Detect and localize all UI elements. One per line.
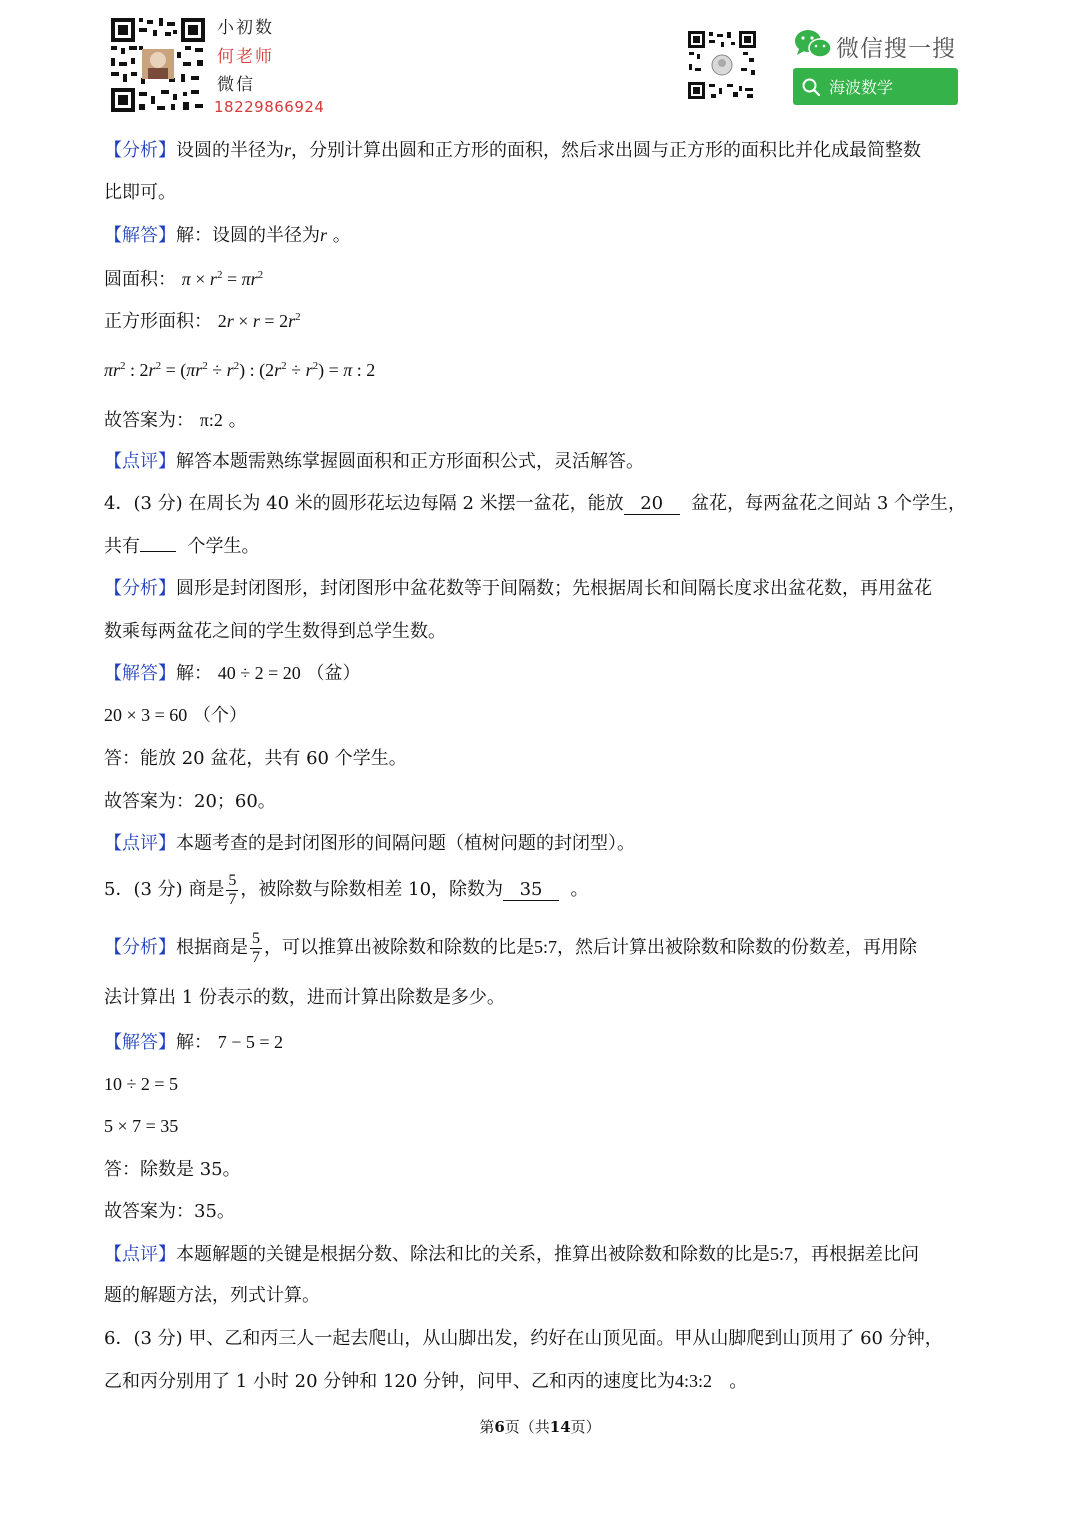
q5-reply: 答：除数是 35。 [104,1159,241,1180]
q4-answer-line: 【解答】解： 40 ÷ 2 = 20 （盆） [104,663,361,684]
q5-final: 故答案为：35。 [104,1201,235,1222]
q6-stem-line1: 6．(3 分) 甲、乙和丙三人一起去爬山，从山脚出发，约好在山顶见面。甲从山脚爬到山顶用了 60 分钟， [104,1328,943,1349]
page-footer: 第6页（共14页） [479,1418,601,1436]
q5-eq3: 5 × 7 = 35 [104,1116,179,1136]
handwritten-subject: 小初数 [217,18,274,38]
answer-tag: 【解答】 [104,225,176,246]
q4-reply: 答：能放 20 盆花，共有 60 个学生。 [104,748,407,769]
q5-comment-line2: 题的解题方法，列式计算。 [104,1285,320,1306]
q4-stem-line1: 4．(3 分) 在周长为 40 米的圆形花坛边每隔 2 米摆一盆花，能放 20 盆花，每两盆花之间站 3 个学生， [104,493,966,514]
q3-ratio-equation: $\pi r^2$ : $2r^2 = (\pi r^2 \div r^2)$ : $(2r^2 \div r^2) = \pi$ : 2 [104,360,376,380]
q3-analysis-line1: 【分析】设圆的半径为r，分别计算出圆和正方形的面积，然后求出圆与正方形的面积比并化成最简整数 [104,140,922,161]
answer-blank: 35 [503,880,559,901]
comment-tag: 【点评】 [104,1244,176,1265]
q3-circle-area: 圆面积： $\pi \times r^2 = \pi r^2$ [104,269,264,290]
qr-code-left [109,16,207,114]
answer-tag: 【解答】 [104,1032,176,1053]
q4-eq2: 20 × 3 = 60 （个） [104,705,248,726]
answer-blank [140,551,176,552]
fraction: $\frac{5}{7}$ [252,929,260,966]
analysis-tag: 【分析】 [104,578,176,599]
answer-blank: 20 [624,494,680,515]
handwritten-teacher: 何老师 [217,47,274,67]
q3-comment: 【点评】解答本题需熟练掌握圆面积和正方形面积公式，灵活解答。 [104,451,644,472]
search-icon [801,77,821,97]
answer-tag: 【解答】 [104,663,176,684]
q3-final-answer: 故答案为： π:2 。 [104,410,247,431]
fraction: $\frac{5}{7}$ [228,871,237,908]
q5-answer-line: 【解答】解： 7 − 5 = 2 [104,1032,284,1053]
q4-comment: 【点评】本题考查的是封闭图形的间隔问题（植树问题的封闭型）。 [104,833,635,854]
q5-comment-line1: 【点评】本题解题的关键是根据分数、除法和比的关系，推算出被除数和除数的比是5:7，再根据差比问 [104,1244,920,1265]
q5-analysis-line1: 【分析】根据商是 $\frac{5}{7}$ ，可以推算出被除数和除数的比是5:7，然后计算出被除数和除数的份数差，再用除 [104,929,918,966]
wechat-icon [793,28,833,60]
answer-blank: 4:3:2 [675,1371,713,1391]
comment-tag: 【点评】 [104,451,176,472]
q5-analysis-line2: 法计算出 1 份表示的数，进而计算出除数是多少。 [104,987,505,1008]
q6-stem-line2: 乙和丙分别用了 1 小时 20 分钟和 120 分钟，问甲、乙和丙的速度比为4:3:2 。 [104,1371,748,1392]
q4-stem-line2: 共有 个学生。 [104,536,260,557]
q4-analysis-line2: 数乘每两盆花之间的学生数得到总学生数。 [104,621,446,642]
q3-answer-line: 【解答】解：设圆的半径为r 。 [104,225,351,246]
handwritten-wechat: 微信 [217,75,255,95]
q5-eq2: 10 ÷ 2 = 5 [104,1074,179,1094]
q3-square-area: 正方形面积： $2r \times r = 2r^2$ [104,311,301,332]
q4-final: 故答案为：20；60。 [104,791,276,812]
page-total: 14 [549,1418,571,1436]
q3-analysis-line2: 比即可。 [104,182,176,203]
wechat-search-title: 微信搜一搜 [836,36,956,62]
search-button-label: 海波数学 [829,78,894,97]
comment-tag: 【点评】 [104,833,176,854]
qr-code-right [687,30,757,100]
q4-analysis-line1: 【分析】圆形是封闭图形，封闭图形中盆花数等于间隔数；先根据周长和间隔长度求出盆花数，再用盆花 [104,578,932,599]
page-number: 6 [494,1418,505,1436]
analysis-tag: 【分析】 [104,140,176,161]
analysis-tag: 【分析】 [104,937,176,958]
handwritten-phone: 18229866924 [214,98,325,116]
wechat-search-button[interactable] [793,68,958,105]
q5-stem: 5．(3 分) 商是 $\frac{5}{7}$ ，被除数与除数相差 10，除数为 35 。 [104,871,589,908]
